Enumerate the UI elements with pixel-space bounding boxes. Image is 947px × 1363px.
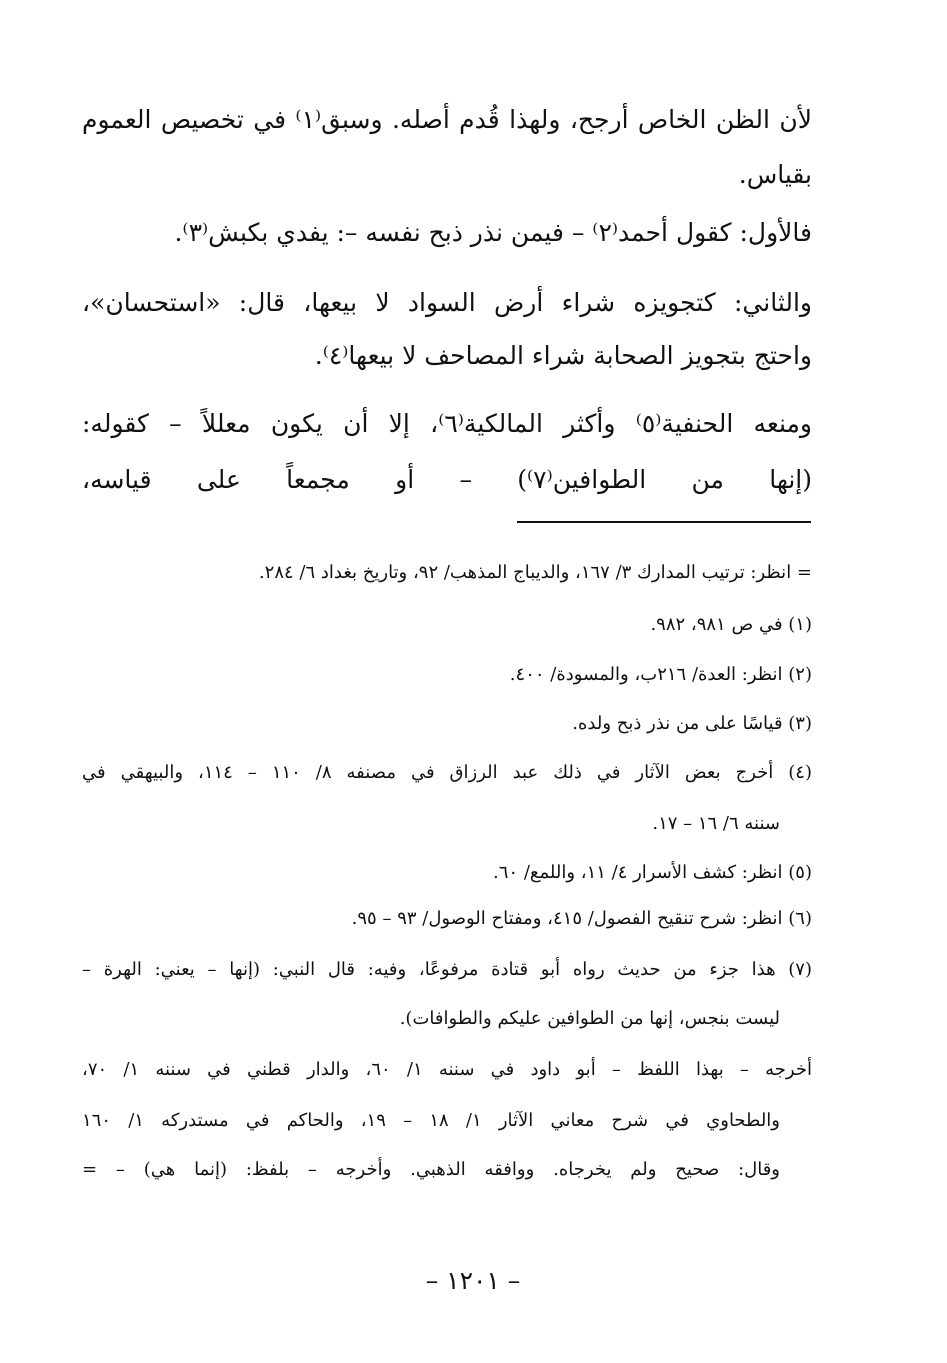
page-number: – ١٢٠١ – bbox=[425, 1266, 521, 1295]
footnote-3: (٣) قياسًا على من نذر ذبح ولده. bbox=[572, 713, 812, 734]
footnote-7-line-2: ليست بنجس، إنها من الطوافين عليكم والطوافات). bbox=[399, 1008, 780, 1029]
footnote-divider bbox=[517, 521, 811, 523]
footnote-1: (١) في ص ٩٨١، ٩٨٢. bbox=[650, 614, 812, 635]
body-line-5: واحتج بتجويز الصحابة شراء المصاحف لا بيعها⁽٤⁾. bbox=[314, 341, 812, 370]
footnote-2: (٢) انظر: العدة/ ٢١٦ب، والمسودة/ ٤٠٠. bbox=[509, 664, 812, 685]
body-line-2: بقياس. bbox=[738, 160, 812, 189]
footnote-7-line-3: أخرجه – بهذا اللفظ – أبو داود في سننه ١/ ٦٠، والدار قطني في سننه ١/ ٧٠، bbox=[82, 1059, 812, 1080]
body-line-6: ومنعه الحنفية⁽٥⁾ وأكثر المالكية⁽٦⁾، إلا أن يكون معللاً – كقوله: bbox=[82, 409, 812, 438]
footnote-4-line-2: سننه ٦/ ١٦ – ١٧. bbox=[652, 813, 780, 834]
footnote-7-line-4: والطحاوي في شرح معاني الآثار ١/ ١٨ – ١٩، والحاكم في مستدركه ١/ ١٦٠ bbox=[82, 1110, 780, 1131]
footnote-7-line-5: وقال: صحيح ولم يخرجاه. ووافقه الذهبي. وأخرجه – بلفظ: (إنما هي) – = bbox=[82, 1159, 780, 1180]
footnote-4-line-1: (٤) أخرج بعض الآثار في ذلك عبد الرزاق في مصنفه ٨/ ١١٠ – ١١٤، والبيهقي في bbox=[82, 762, 812, 783]
footnote-7-line-1: (٧) هذا جزء من حديث رواه أبو قتادة مرفوعًا، وفيه: قال النبي: (إنها – يعني: الهرة – bbox=[82, 959, 812, 980]
body-line-1: لأن الظن الخاص أرجح، ولهذا قُدم أصله. وسبق⁽١⁾ في تخصيص العموم bbox=[82, 105, 812, 134]
footnote-6: (٦) انظر: شرح تنقيح الفصول/ ٤١٥، ومفتاح الوصول/ ٩٣ – ٩٥. bbox=[351, 908, 812, 929]
footnote-continuation: = انظر: ترتيب المدارك ٣/ ١٦٧، والديباج المذهب/ ٩٢، وتاريخ بغداد ٦/ ٢٨٤. bbox=[258, 562, 812, 583]
body-line-4: والثاني: كتجويزه شراء أرض السواد لا بيعها، قال: «استحسان»، bbox=[82, 288, 812, 317]
body-line-7: (إنها من الطوافين⁽٧⁾) – أو مجمعاً على قياسه، bbox=[82, 465, 812, 494]
body-line-3: فالأول: كقول أحمد⁽٢⁾ – فيمن نذر ذبح نفسه –: يفدي بكبش⁽٣⁾. bbox=[174, 218, 812, 247]
footnote-5: (٥) انظر: كشف الأسرار ٤/ ١١، واللمع/ ٦٠. bbox=[493, 862, 812, 883]
